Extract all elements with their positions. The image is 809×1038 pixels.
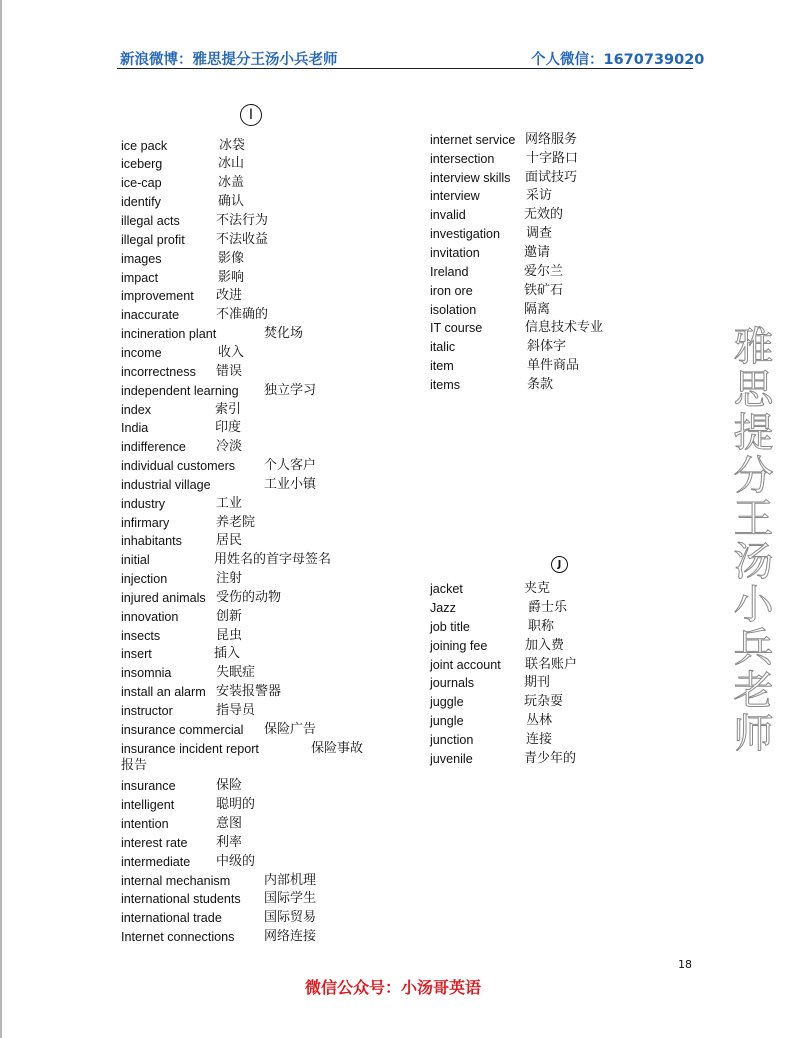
vocab-entry	[121, 343, 245, 363]
vocab-entry	[430, 224, 553, 244]
vocab-entry	[430, 337, 567, 357]
vocab-entry	[430, 636, 565, 656]
vocab-meaning: 采访	[526, 188, 553, 203]
vocab-entry	[121, 456, 317, 476]
vocab-meaning: 十字路口	[526, 151, 579, 166]
vocab-term: images	[121, 252, 162, 266]
vocab-term: investigation	[430, 227, 501, 241]
vocab-entry	[121, 720, 317, 740]
vocab-entry	[121, 550, 332, 570]
vocab-meaning: 索引	[215, 402, 242, 417]
vocab-meaning: 冰盖	[218, 175, 245, 190]
vocab-term: invalid	[430, 208, 466, 222]
vocab-term: international students	[121, 892, 241, 906]
vocab-meaning: 爵士乐	[528, 600, 568, 615]
vocab-entry	[121, 513, 256, 533]
vocab-meaning-continued: 报告	[121, 758, 148, 773]
vocab-term: India	[121, 421, 149, 435]
vocab-term: impact	[121, 271, 159, 285]
vocab-term: insurance	[121, 779, 176, 793]
vocab-entry	[121, 230, 269, 250]
vocab-entry	[121, 136, 246, 156]
vocab-term: install an alarm	[121, 685, 206, 699]
vocab-entry	[430, 692, 564, 712]
vocab-entry	[430, 749, 577, 769]
vocab-meaning: 改进	[216, 288, 243, 303]
vocab-term: IT course	[430, 321, 483, 335]
vocab-entry	[121, 531, 243, 551]
vocab-term: intermediate	[121, 855, 191, 869]
vocab-meaning: 网络连接	[264, 929, 317, 944]
vocab-meaning: 中级的	[216, 854, 256, 869]
vocab-term: ice pack	[121, 139, 168, 153]
vocab-meaning: 指导员	[216, 703, 256, 718]
vocab-term: insert	[121, 647, 152, 661]
vocab-entry	[430, 186, 553, 206]
vocab-term: insomnia	[121, 666, 172, 680]
vocab-entry	[121, 305, 269, 325]
vocab-term: ice-cap	[121, 176, 162, 190]
vocab-entry	[121, 286, 243, 306]
vocab-term: insurance commercial	[121, 723, 244, 737]
vocab-term: invitation	[430, 246, 480, 260]
vocab-meaning: 冷淡	[216, 439, 243, 454]
vocab-term: interview	[430, 189, 480, 203]
header-divider	[117, 68, 693, 69]
vocab-term: independent learning	[121, 384, 239, 398]
vocab-meaning: 安装报警器	[216, 684, 282, 699]
vocab-term: jungle	[430, 714, 464, 728]
vocab-meaning: 创新	[216, 609, 243, 624]
vocab-meaning: 插入	[214, 646, 241, 661]
vocab-meaning: 注射	[216, 571, 243, 586]
vocab-meaning: 焚化场	[264, 326, 304, 341]
vocab-term: income	[121, 346, 162, 360]
vocab-entry	[121, 814, 243, 834]
vocab-term: internet service	[430, 133, 516, 147]
vocab-term: job title	[430, 620, 470, 634]
vocab-entry	[121, 927, 317, 947]
vocab-term: juggle	[430, 695, 464, 709]
vocab-term: iron ore	[430, 284, 473, 298]
vocab-term: industrial village	[121, 478, 211, 492]
vocab-entry	[121, 494, 243, 514]
vocab-entry	[121, 249, 245, 269]
vocab-entry	[430, 673, 551, 693]
vocab-entry	[121, 154, 245, 174]
vocab-meaning: 保险事故	[311, 741, 364, 756]
vocab-entry	[430, 711, 553, 731]
vocab-meaning: 失眠症	[216, 665, 256, 680]
vocab-entry	[121, 871, 317, 891]
vocab-term: isolation	[430, 303, 477, 317]
vocab-meaning: 期刊	[524, 675, 551, 690]
vocab-meaning: 冰山	[218, 156, 245, 171]
vocab-entry	[121, 644, 241, 664]
vocab-term: Jazz	[430, 601, 456, 615]
section-letter-i: I	[240, 104, 262, 126]
vocab-entry	[121, 908, 317, 928]
vocab-meaning: 联名账户	[525, 657, 578, 672]
vocab-term: inhabitants	[121, 534, 182, 548]
vocab-term: injection	[121, 572, 168, 586]
vocab-meaning: 青少年的	[524, 751, 577, 766]
page-left-edge	[0, 0, 2, 1038]
vocab-entry	[121, 833, 243, 853]
vocab-term: Ireland	[430, 265, 469, 279]
vocab-meaning: 保险广告	[264, 722, 317, 737]
vocab-term: intention	[121, 817, 169, 831]
vocab-entry	[430, 730, 553, 750]
vocab-meaning: 影像	[218, 251, 245, 266]
vocab-meaning: 保险	[216, 778, 243, 793]
vocab-term: intelligent	[121, 798, 175, 812]
vocab-entry	[430, 300, 551, 320]
vocab-entry	[121, 682, 282, 702]
vocab-meaning: 受伤的动物	[216, 590, 282, 605]
vocab-term: indifference	[121, 440, 186, 454]
vocab-term: juvenile	[430, 752, 473, 766]
header-weibo: 新浪微博：雅思提分王汤小兵老师	[120, 52, 338, 68]
vocab-entry	[121, 569, 243, 589]
vocab-entry	[121, 211, 269, 231]
vocab-meaning: 用姓名的首字母签名	[214, 552, 332, 567]
vocab-meaning: 信息技术专业	[525, 320, 604, 335]
vocab-meaning: 工业小镇	[264, 477, 317, 492]
vocab-entry	[121, 776, 243, 796]
vocab-meaning: 职称	[528, 619, 555, 634]
section-letter-j: J	[551, 556, 568, 573]
vocab-term: intersection	[430, 152, 495, 166]
vocab-term: improvement	[121, 289, 194, 303]
vocab-meaning: 不准确的	[216, 307, 269, 322]
vocab-meaning: 不法收益	[216, 232, 269, 247]
vocab-term: item	[430, 359, 454, 373]
vocab-meaning: 隔离	[524, 302, 551, 317]
vocab-entry	[430, 318, 604, 338]
page-number: 18	[678, 958, 692, 971]
vocab-term: inaccurate	[121, 308, 180, 322]
vocab-term: industry	[121, 497, 166, 511]
vocab-term: incineration plant	[121, 327, 217, 341]
vocab-entry	[121, 324, 304, 344]
vocab-meaning: 网络服务	[525, 132, 578, 147]
vocab-meaning: 聪明的	[216, 797, 256, 812]
watermark-text: 雅思提分王汤小兵老师	[727, 325, 773, 755]
vocab-term: illegal profit	[121, 233, 185, 247]
vocab-term: italic	[430, 340, 456, 354]
vocab-meaning: 国际贸易	[264, 910, 317, 925]
vocab-meaning: 确认	[218, 194, 245, 209]
vocab-term: joint account	[430, 658, 501, 672]
vocab-meaning: 铁矿石	[524, 283, 564, 298]
vocab-term: injured animals	[121, 591, 206, 605]
vocab-entry	[430, 168, 578, 188]
vocab-meaning: 养老院	[216, 515, 256, 530]
vocab-meaning: 加入费	[525, 638, 565, 653]
vocab-meaning: 意图	[216, 816, 243, 831]
vocab-entry	[430, 130, 578, 150]
vocab-entry	[121, 173, 245, 193]
vocab-entry	[430, 281, 564, 301]
vocab-term: Internet connections	[121, 930, 235, 944]
vocab-meaning: 夹克	[524, 581, 551, 596]
vocab-term: items	[430, 378, 461, 392]
vocab-entry	[430, 149, 579, 169]
vocab-entry	[430, 205, 564, 225]
vocab-term: insects	[121, 629, 161, 643]
vocab-entry	[121, 475, 317, 495]
vocab-entry	[121, 437, 243, 457]
vocab-meaning: 连接	[526, 732, 553, 747]
vocab-entry	[121, 268, 245, 288]
vocab-term: jacket	[430, 582, 463, 596]
vocab-meaning: 不法行为	[216, 213, 269, 228]
vocab-entry	[121, 889, 317, 909]
vocab-meaning: 单件商品	[527, 358, 580, 373]
footer-wechat-account: 微信公众号：小汤哥英语	[305, 978, 482, 997]
vocab-term: junction	[430, 733, 474, 747]
vocab-term: iceberg	[121, 157, 163, 171]
vocab-meaning: 国际学生	[264, 891, 317, 906]
vocab-meaning: 爱尔兰	[524, 264, 564, 279]
vocab-entry	[121, 400, 242, 420]
vocab-meaning: 丛林	[526, 713, 553, 728]
vocab-term: international trade	[121, 911, 222, 925]
vocab-entry	[430, 617, 555, 637]
vocab-entry	[121, 852, 256, 872]
vocab-term: internal mechanism	[121, 874, 231, 888]
vocab-meaning: 影响	[218, 270, 245, 285]
header-wechat: 个人微信：1670739020	[531, 52, 705, 68]
vocab-entry	[121, 795, 256, 815]
vocab-term: illegal acts	[121, 214, 180, 228]
vocab-meaning: 工业	[216, 496, 243, 511]
vocab-meaning: 错误	[216, 364, 243, 379]
vocab-meaning: 个人客户	[264, 458, 317, 473]
vocab-entry	[121, 381, 317, 401]
vocab-meaning: 收入	[218, 345, 245, 360]
vocab-term: insurance incident report	[121, 742, 259, 756]
vocab-term: journals	[430, 676, 475, 690]
vocab-meaning: 居民	[216, 533, 243, 548]
vocab-entry	[121, 626, 243, 646]
vocab-term: infirmary	[121, 516, 170, 530]
vocab-meaning: 利率	[216, 835, 243, 850]
vocab-meaning: 斜体字	[527, 339, 567, 354]
vocab-meaning: 独立学习	[264, 383, 317, 398]
vocab-term: interest rate	[121, 836, 188, 850]
vocab-meaning: 无效的	[524, 207, 564, 222]
vocab-meaning: 条款	[527, 377, 554, 392]
vocab-entry	[430, 579, 551, 599]
vocab-term: individual customers	[121, 459, 236, 473]
vocab-meaning: 玩杂耍	[524, 694, 564, 709]
vocab-term: instructor	[121, 704, 173, 718]
vocab-meaning: 面试技巧	[525, 170, 578, 185]
vocab-entry	[121, 362, 243, 382]
vocab-entry	[430, 598, 568, 618]
vocab-meaning: 内部机理	[264, 873, 317, 888]
vocab-term: initial	[121, 553, 150, 567]
vocab-entry	[430, 375, 554, 395]
vocab-entry	[121, 607, 243, 627]
vocab-meaning: 邀请	[524, 245, 551, 260]
vocab-term: incorrectness	[121, 365, 196, 379]
vocab-entry	[430, 243, 551, 263]
vocab-term: joining fee	[430, 639, 488, 653]
vocab-entry	[121, 192, 245, 212]
vocab-meaning: 印度	[215, 420, 242, 435]
vocab-term: innovation	[121, 610, 179, 624]
vocab-entry	[121, 701, 256, 721]
vocab-meaning: 冰袋	[219, 138, 246, 153]
vocab-meaning: 调查	[526, 226, 553, 241]
vocab-term: identify	[121, 195, 161, 209]
vocab-term: interview skills	[430, 171, 511, 185]
vocab-entry	[430, 655, 578, 675]
vocab-entry	[121, 588, 282, 608]
vocab-term: index	[121, 403, 152, 417]
vocab-entry	[430, 356, 580, 376]
vocab-entry	[121, 663, 256, 683]
vocab-meaning: 昆虫	[216, 628, 243, 643]
vocab-entry	[121, 418, 242, 438]
vocab-entry	[430, 262, 564, 282]
